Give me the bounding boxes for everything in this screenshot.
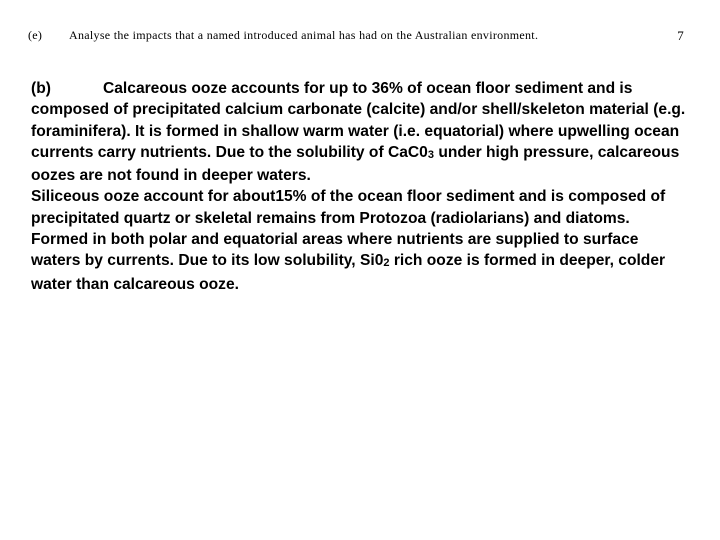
calcareous-text-end: under high pressure, calcareous oozes are not found in deeper waters. [31,143,680,185]
siliceous-text-start: Siliceous ooze account for about15% of the ocean floor sediment and is composed of precipitated quartz or skeletal remains from Protozoa (radiolarians) and diatoms. Formed in both polar and equatorial areas where nutrients are supplied to surface waters by currents. Due to its low solubility, Si0 [31,188,666,270]
calcareous-text-start: Calcareous ooze accounts for up to 36% of ocean floor sediment and is composed of precipitated calcium carbonate (calcite) and/or shell/skeleton material (e.g. foraminifera). It is formed in shallow warm water (i.e. equatorial) where upwelling ocean currents carry nutrients. Due to the solubility of CaC0 [31,80,686,161]
question-marks: 7 [677,28,684,43]
siliceous-text-end: rich ooze is formed in deeper, colder water than calcareous ooze. [31,252,666,293]
question-header [28,26,692,56]
calcareous-formula-subscript: 3 [427,148,434,161]
answer-part-label: (b) [31,80,51,97]
siliceous-formula-subscript: 2 [383,257,390,270]
answer-paragraph-calcareous [31,78,691,186]
answer-text [31,78,691,295]
question-part-label: (e) [28,28,43,42]
answer-paragraph-siliceous [31,186,691,294]
question-text: Analyse the impacts that a named introduced animal has had on the Australian environment. [69,28,539,42]
